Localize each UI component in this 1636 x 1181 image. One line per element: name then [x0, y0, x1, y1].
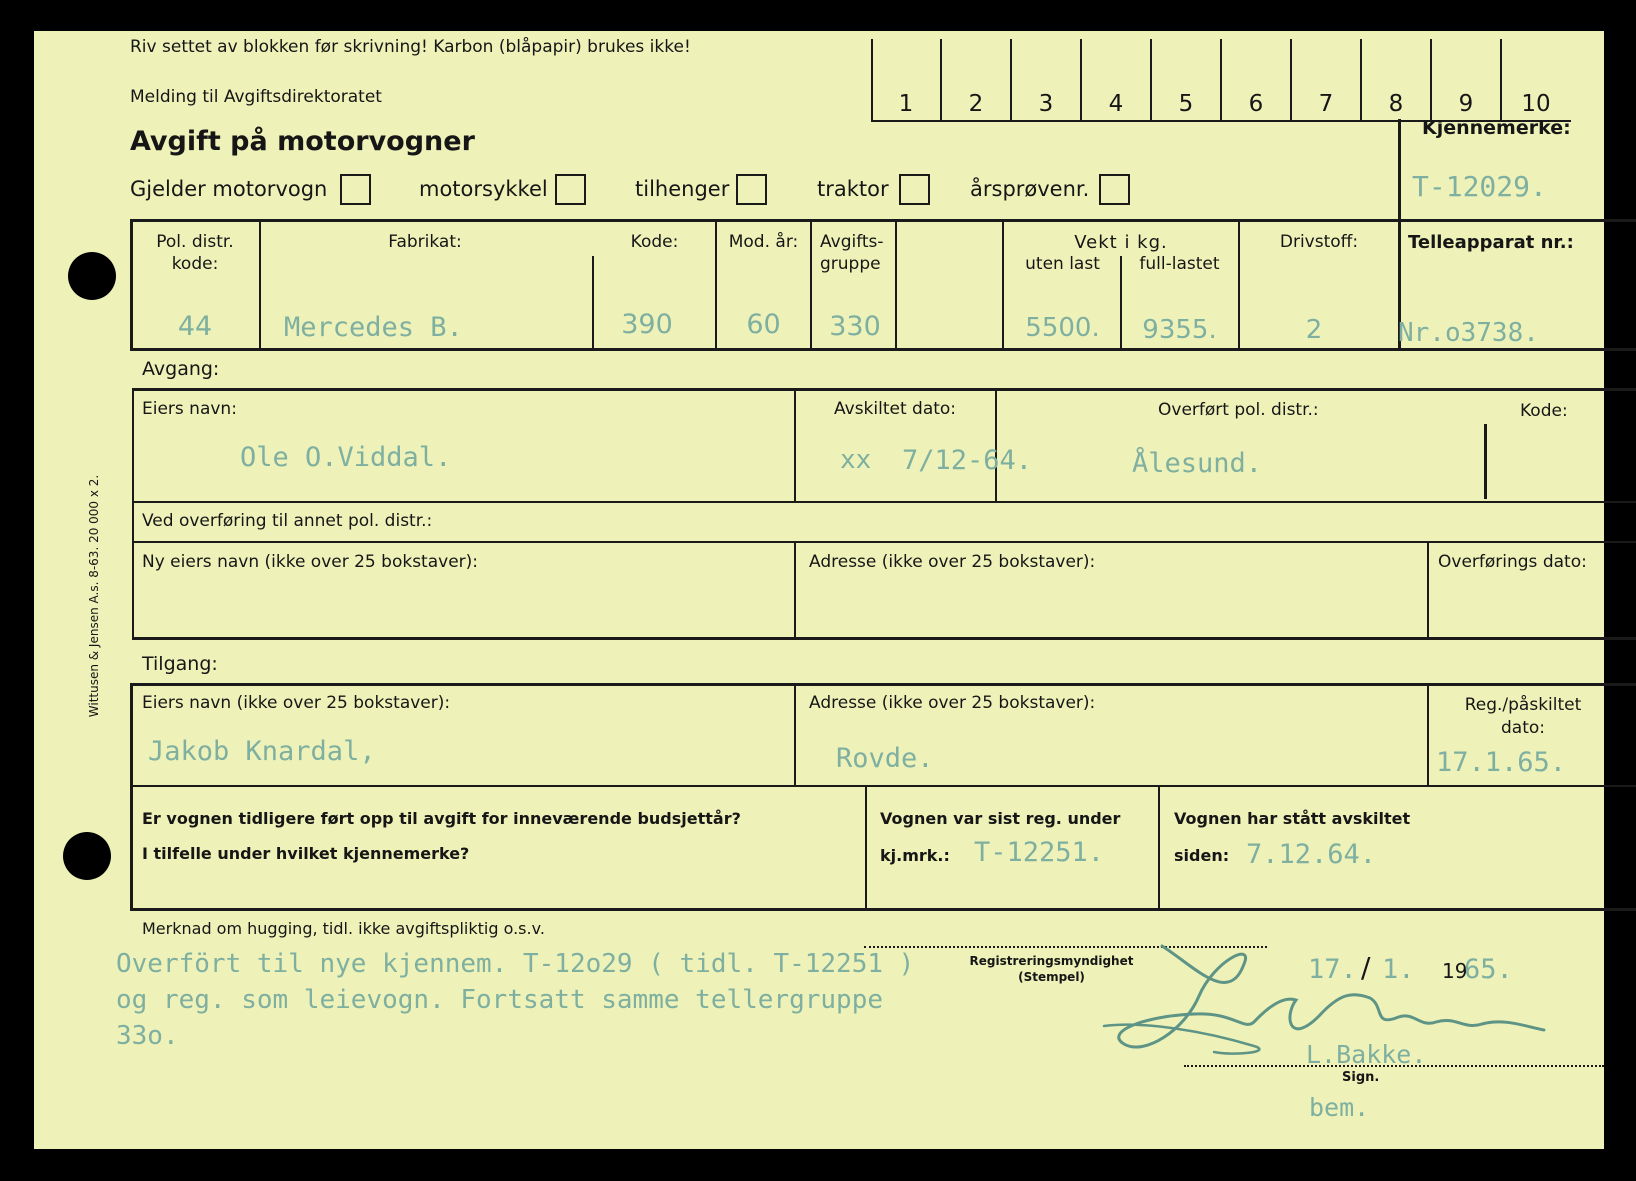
number-label: 10: [1521, 91, 1551, 117]
weight-full-value: 9355.: [1142, 315, 1217, 345]
signer-name: L.Bakke.: [1306, 1040, 1427, 1069]
last-reg-label: Vognen var sist reg. under: [880, 809, 1121, 828]
pol-distr-label: Pol. distr.: [156, 232, 234, 252]
model-year-label: Mod. år:: [728, 232, 799, 252]
fuel-label: Drivstoff:: [1279, 232, 1359, 252]
pol-distr-value: 44: [177, 311, 213, 342]
recipient-line: Melding til Avgiftsdirektoratet: [130, 87, 382, 107]
avgang-owner-value: Ole O.Viddal.: [240, 442, 452, 473]
printer-imprint: Wittusen & Jensen A.s. 8-63. 20 000 x 2.: [87, 474, 101, 718]
tilgang-owner-value: Jakob Knardal,: [148, 736, 376, 767]
number-label: 3: [1038, 91, 1054, 117]
checkbox-arsprovenr[interactable]: [1099, 174, 1130, 205]
signature-date-sep: /: [1361, 951, 1371, 984]
make-value: Mercedes B.: [284, 312, 463, 343]
tilgang-address-value: Rovde.: [836, 743, 934, 774]
deregistered-label: Avskiltet dato:: [834, 399, 957, 419]
pol-distr-label: kode:: [171, 254, 219, 274]
make-label: Fabrikat:: [388, 232, 462, 252]
remarks-label: Merknad om hugging, tidl. ikke avgiftspliktig o.s.v.: [142, 919, 545, 938]
weight-label: Vekt i kg.: [1074, 232, 1168, 253]
signature-line: [1184, 1065, 1604, 1067]
registration-label: Kjennemerke:: [1422, 117, 1571, 139]
number-label: 5: [1178, 91, 1194, 117]
checkbox-tilhenger[interactable]: [736, 174, 767, 205]
number-label: 8: [1388, 91, 1404, 117]
label-tilhenger: tilhenger: [635, 177, 730, 201]
weight-empty-label: uten last: [1025, 254, 1100, 274]
number-label: 1: [898, 91, 914, 117]
checkbox-traktor[interactable]: [899, 174, 930, 205]
avgang-label: Avgang:: [142, 358, 220, 380]
since-label: siden:: [1174, 846, 1230, 865]
transfer-address-label: Adresse (ikke over 25 bokstaver):: [809, 552, 1096, 572]
label-motorsykkel: motorsykkel: [419, 177, 548, 201]
signature-date-century: 19: [1442, 959, 1468, 983]
signature-date-day: 17.: [1308, 954, 1357, 985]
transfer-label: Ved overføring til annet pol. distr.:: [142, 511, 433, 531]
authority-label: Registreringsmyndighet: [969, 954, 1134, 968]
tear-instruction: Riv settet av blokken før skrivning! Karbon (blåpapir) brukes ikke!: [130, 37, 691, 57]
transferred-label: Overført pol. distr.:: [1158, 400, 1319, 420]
number-label: 2: [968, 91, 984, 117]
number-label: 7: [1318, 91, 1334, 117]
remarks-line: Overfört til nye kjennem. T-12o29 ( tidl. T-12251 ): [116, 949, 915, 979]
sign-label: Sign.: [1342, 1070, 1380, 1085]
transfer-date-label: Overførings dato:: [1438, 552, 1587, 572]
signature-date-year: 65.: [1464, 954, 1513, 985]
fuel-value: 2: [1305, 315, 1323, 345]
tilgang-address-label: Adresse (ikke over 25 bokstaver):: [809, 693, 1096, 713]
remarks-line: og reg. som leievogn. Fortsatt samme tellergruppe: [116, 985, 884, 1015]
label-motorvogn: Gjelder motorvogn: [130, 177, 328, 201]
registration-value: T-12029.: [1412, 170, 1547, 203]
meter-label: Telleapparat nr.:: [1408, 232, 1574, 253]
transferred-value: Ålesund.: [1132, 448, 1263, 479]
form-card: [34, 31, 1604, 1149]
fee-group-label: Avgifts-: [820, 232, 884, 252]
meter-value: Nr.o3738.: [1398, 318, 1539, 348]
since-value: 7.12.64.: [1246, 839, 1377, 870]
punch-hole: [68, 252, 116, 300]
tilgang-date-label: dato:: [1500, 718, 1545, 738]
tilgang-label: Tilgang:: [142, 653, 218, 675]
fee-group-value: 330: [829, 311, 881, 342]
code-value: 390: [621, 309, 673, 340]
model-year-value: 60: [746, 309, 781, 340]
previous-question: I tilfelle under hvilket kjennemerke?: [142, 844, 470, 863]
deregistered-value: 7/12-64.: [902, 445, 1033, 476]
new-owner-label: Ny eiers navn (ikke over 25 bokstaver):: [142, 552, 478, 572]
avgang-code-label: Kode:: [1520, 401, 1568, 421]
weight-empty-value: 5500.: [1025, 313, 1100, 343]
fee-group-label: gruppe: [820, 254, 881, 274]
bem-value: bem.: [1309, 1093, 1370, 1122]
tilgang-date-value: 17.1.65.: [1435, 747, 1566, 778]
authority-label: (Stempel): [1018, 970, 1085, 984]
tilgang-owner-label: Eiers navn (ikke over 25 bokstaver):: [142, 693, 451, 713]
weight-full-label: full-lastet: [1139, 254, 1220, 274]
remarks-line: 33o.: [116, 1021, 179, 1051]
since-label: Vognen har stått avskiltet: [1174, 809, 1411, 828]
checkbox-motorsykkel[interactable]: [555, 174, 586, 205]
signature-date-month: 1.: [1382, 954, 1415, 985]
tilgang-date-label: Reg./påskiltet: [1464, 695, 1582, 715]
label-arsprovenr: årsprøvenr.: [970, 177, 1090, 201]
label-traktor: traktor: [817, 177, 889, 201]
checkbox-motorvogn[interactable]: [340, 174, 371, 205]
last-reg-value: T-12251.: [974, 837, 1105, 868]
number-label: 9: [1458, 91, 1474, 117]
number-label: 6: [1248, 91, 1264, 117]
deregistered-prefix: xx: [840, 445, 872, 475]
punch-hole: [63, 832, 111, 880]
previous-question: Er vognen tidligere ført opp til avgift for inneværende budsjettår?: [142, 809, 741, 828]
avgang-owner-label: Eiers navn:: [142, 399, 237, 419]
number-label: 4: [1108, 91, 1124, 117]
last-reg-label: kj.mrk.:: [880, 846, 950, 865]
form-title: Avgift på motorvogner: [130, 126, 475, 157]
code-label: Kode:: [630, 232, 679, 252]
